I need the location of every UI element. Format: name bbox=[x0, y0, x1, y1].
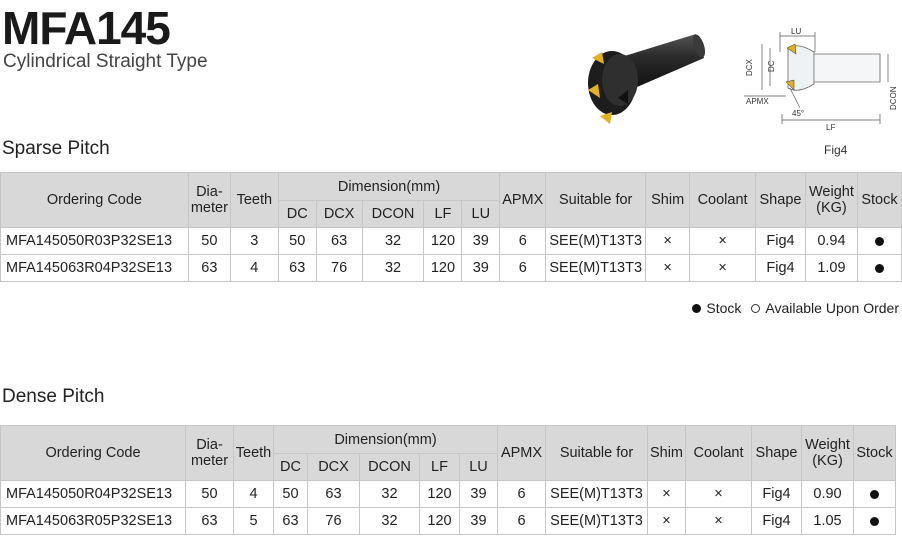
dcon-cell: 32 bbox=[362, 255, 424, 282]
dcon-cell: 32 bbox=[360, 481, 420, 508]
ordering-code-cell: MFA145063R05P32SE13 bbox=[1, 508, 186, 535]
header-suitable-for: Suitable for bbox=[546, 426, 648, 481]
header-coolant: Coolant bbox=[690, 173, 756, 228]
diameter-cell: 50 bbox=[188, 228, 230, 255]
header-weight: Weight (KG) bbox=[802, 426, 854, 481]
shape-cell: Fig4 bbox=[752, 481, 802, 508]
dcon-cell: 32 bbox=[360, 508, 420, 535]
diameter-cell: 63 bbox=[186, 508, 234, 535]
teeth-cell: 3 bbox=[230, 228, 278, 255]
figure-caption: Fig4 bbox=[824, 143, 848, 157]
sparse-pitch-table bbox=[0, 172, 902, 282]
ordering-code-cell: MFA145050R03P32SE13 bbox=[1, 228, 189, 255]
header-dimension: Dimension(mm) bbox=[274, 426, 498, 454]
stock-legend bbox=[692, 300, 899, 316]
in-stock-dot-icon bbox=[875, 264, 884, 273]
dense-pitch-table bbox=[0, 425, 896, 535]
dense-pitch-title: Dense Pitch bbox=[2, 386, 105, 407]
header-shape: Shape bbox=[752, 426, 802, 481]
header-dimension: Dimension(mm) bbox=[278, 173, 499, 201]
teeth-cell: 4 bbox=[234, 481, 274, 508]
legend-order-label: Available Upon Order bbox=[765, 300, 899, 316]
lu-cell: 39 bbox=[462, 228, 500, 255]
weight-cell: 1.05 bbox=[802, 508, 854, 535]
apmx-cell: 6 bbox=[500, 228, 546, 255]
lf-cell: 120 bbox=[424, 228, 462, 255]
table-row bbox=[1, 508, 896, 535]
header-stock: Stock bbox=[857, 173, 901, 228]
apmx-cell: 6 bbox=[498, 508, 546, 535]
apmx-cell: 6 bbox=[500, 255, 546, 282]
header-dcon: DCON bbox=[360, 454, 420, 481]
product-title: MFA145 bbox=[2, 2, 170, 54]
dcx-cell: 76 bbox=[308, 508, 360, 535]
lf-cell: 120 bbox=[420, 508, 460, 535]
header-diameter: Dia- meter bbox=[188, 173, 230, 228]
stock-cell bbox=[854, 508, 896, 535]
header-dcx: DCX bbox=[316, 201, 362, 228]
in-stock-dot-icon bbox=[870, 517, 879, 526]
header-shim: Shim bbox=[648, 426, 686, 481]
header-lf: LF bbox=[420, 454, 460, 481]
header-shim: Shim bbox=[646, 173, 690, 228]
sparse-pitch-title: Sparse Pitch bbox=[2, 138, 110, 159]
dc-cell: 50 bbox=[274, 481, 308, 508]
header-teeth: Teeth bbox=[234, 426, 274, 481]
shape-cell: Fig4 bbox=[756, 228, 806, 255]
fig-label-lu: LU bbox=[791, 27, 802, 36]
table-row bbox=[1, 228, 902, 255]
weight-cell: 0.90 bbox=[802, 481, 854, 508]
coolant-cell: × bbox=[686, 508, 752, 535]
lu-cell: 39 bbox=[460, 481, 498, 508]
weight-cell: 1.09 bbox=[805, 255, 857, 282]
dc-cell: 63 bbox=[278, 255, 316, 282]
dc-cell: 63 bbox=[274, 508, 308, 535]
header-ordering-code: Ordering Code bbox=[1, 426, 186, 481]
shim-cell: × bbox=[648, 508, 686, 535]
header-diameter: Dia- meter bbox=[186, 426, 234, 481]
product-subtitle: Cylindrical Straight Type bbox=[3, 51, 208, 72]
fig-label-dc: DC bbox=[767, 60, 776, 72]
header-stock: Stock bbox=[854, 426, 896, 481]
diameter-cell: 50 bbox=[186, 481, 234, 508]
stock-cell bbox=[854, 481, 896, 508]
dcon-cell: 32 bbox=[362, 228, 424, 255]
shim-cell: × bbox=[646, 228, 690, 255]
ordering-code-cell: MFA145050R04P32SE13 bbox=[1, 481, 186, 508]
suitable-for-cell: SEE(M)T13T3 bbox=[546, 228, 646, 255]
teeth-cell: 4 bbox=[230, 255, 278, 282]
table-row bbox=[1, 481, 896, 508]
coolant-cell: × bbox=[690, 228, 756, 255]
lu-cell: 39 bbox=[462, 255, 500, 282]
fig-label-dcx: DCX bbox=[745, 59, 754, 76]
stock-cell bbox=[857, 228, 901, 255]
lu-cell: 39 bbox=[460, 508, 498, 535]
stock-cell bbox=[857, 255, 901, 282]
fig-label-apmx: APMX bbox=[746, 97, 769, 106]
in-stock-dot-icon bbox=[875, 237, 884, 246]
coolant-cell: × bbox=[690, 255, 756, 282]
teeth-cell: 5 bbox=[234, 508, 274, 535]
header-shape: Shape bbox=[756, 173, 806, 228]
tool-photo bbox=[578, 28, 708, 128]
lf-cell: 120 bbox=[424, 255, 462, 282]
shim-cell: × bbox=[646, 255, 690, 282]
dimension-drawing bbox=[740, 24, 900, 139]
header-dc: DC bbox=[278, 201, 316, 228]
header-apmx: APMX bbox=[500, 173, 546, 228]
dc-cell: 50 bbox=[278, 228, 316, 255]
suitable-for-cell: SEE(M)T13T3 bbox=[546, 481, 648, 508]
header-ordering-code: Ordering Code bbox=[1, 173, 189, 228]
shape-cell: Fig4 bbox=[752, 508, 802, 535]
in-stock-dot-icon bbox=[870, 490, 879, 499]
in-stock-dot-icon bbox=[692, 304, 701, 313]
legend-stock-label: Stock bbox=[706, 300, 742, 316]
header-dcx: DCX bbox=[308, 454, 360, 481]
weight-cell: 0.94 bbox=[805, 228, 857, 255]
suitable-for-cell: SEE(M)T13T3 bbox=[546, 508, 648, 535]
header-weight: Weight (KG) bbox=[805, 173, 857, 228]
shape-cell: Fig4 bbox=[756, 255, 806, 282]
lf-cell: 120 bbox=[420, 481, 460, 508]
header-dc: DC bbox=[274, 454, 308, 481]
coolant-cell: × bbox=[686, 481, 752, 508]
header-lu: LU bbox=[460, 454, 498, 481]
table-row bbox=[1, 255, 902, 282]
suitable-for-cell: SEE(M)T13T3 bbox=[546, 255, 646, 282]
available-upon-order-circle-icon bbox=[751, 304, 760, 313]
fig-label-lf: LF bbox=[826, 123, 836, 132]
header-dcon: DCON bbox=[362, 201, 424, 228]
header-suitable-for: Suitable for bbox=[546, 173, 646, 228]
header-coolant: Coolant bbox=[686, 426, 752, 481]
fig-label-angle: 45° bbox=[792, 109, 805, 118]
header-apmx: APMX bbox=[498, 426, 546, 481]
header-lf: LF bbox=[424, 201, 462, 228]
ordering-code-cell: MFA145063R04P32SE13 bbox=[1, 255, 189, 282]
header-lu: LU bbox=[462, 201, 500, 228]
apmx-cell: 6 bbox=[498, 481, 546, 508]
fig-label-dcon: DCON bbox=[889, 86, 898, 110]
header-teeth: Teeth bbox=[230, 173, 278, 228]
dcx-cell: 63 bbox=[308, 481, 360, 508]
shim-cell: × bbox=[648, 481, 686, 508]
dcx-cell: 76 bbox=[316, 255, 362, 282]
diameter-cell: 63 bbox=[188, 255, 230, 282]
dcx-cell: 63 bbox=[316, 228, 362, 255]
